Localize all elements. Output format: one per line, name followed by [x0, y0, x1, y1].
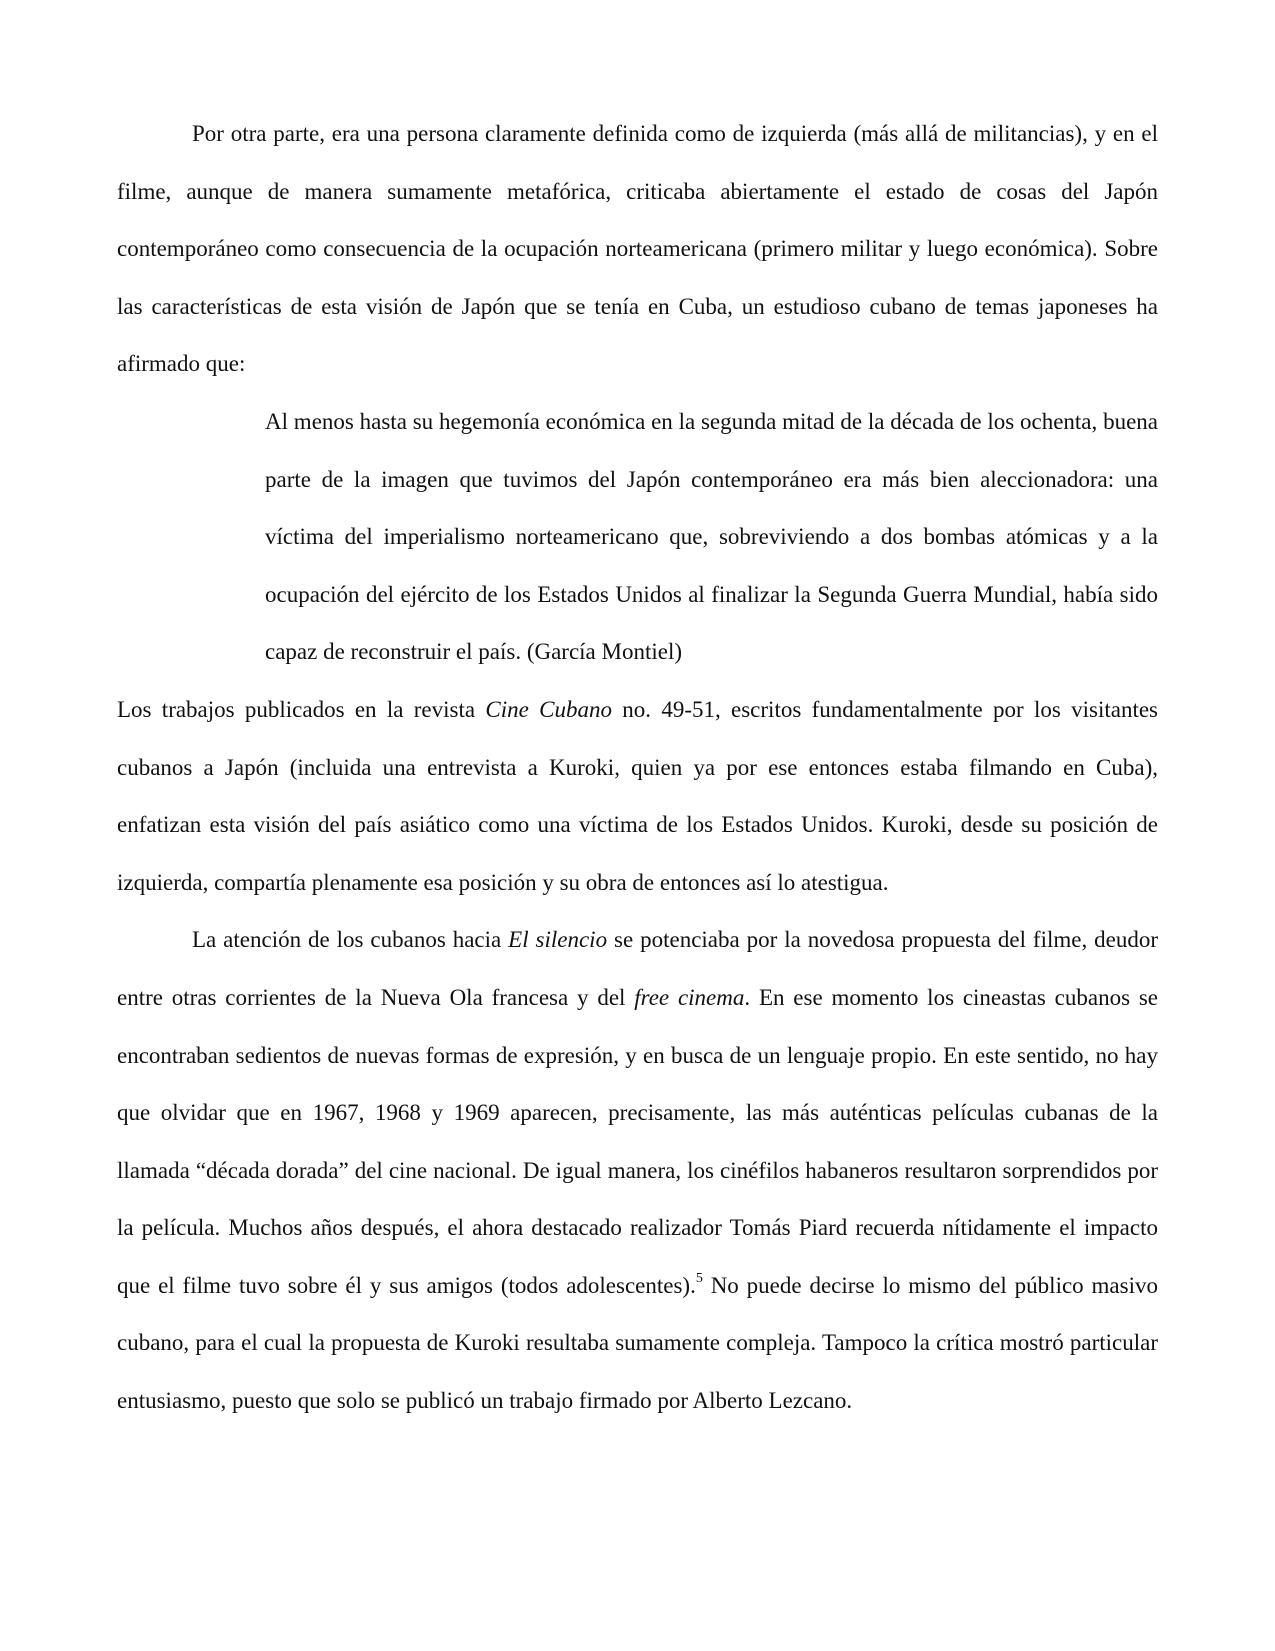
paragraph-2 — [117, 681, 1158, 911]
paragraph-3 — [117, 911, 1158, 1429]
document-page — [117, 105, 1158, 1430]
paragraph-1 — [117, 105, 1158, 393]
paragraph-3-text-b: se potenciaba por la novedosa propuesta del filme, deudor entre otras corrientes de la Nueva Ola francesa y del — [117, 927, 1158, 1010]
paragraph-3-text-d: No puede decirse lo mismo del público masivo cubano, para el cual la propuesta de Kuroki resultaba sumamente compleja. Tampoco la crítica mostró particular entusiasmo, puesto que solo se publicó un trabajo firmado por Alberto Lezcano. — [117, 1272, 1158, 1414]
journal-title: Cine Cubano — [485, 696, 612, 722]
footnote-reference[interactable]: 5 — [695, 1271, 703, 1287]
paragraph-2-text-a: Los trabajos publicados en la revista — [117, 696, 486, 722]
block-quote — [265, 393, 1158, 681]
paragraph-3-text-a: La atención de los cubanos hacia — [192, 927, 509, 953]
paragraph-2-text-b: no. 49-51, escritos fundamentalmente por los visitantes cubanos a Japón (incluida una entrevista a Kuroki, quien ya por ese entonces estaba filmando en Cuba), enfatizan esta visión del país asiático como una víctima de los Estados Unidos. Kuroki, desde su posición de izquierda, compartía plenamente esa posición y su obra de entonces así lo atestigua. — [117, 696, 1159, 895]
block-quote-text: Al menos hasta su hegemonía económica en la segunda mitad de la década de los ochenta, buena parte de la imagen que tuvimos del Japón contemporáneo era más bien aleccionadora: una víctima del imperialismo norteamericano que, sobreviviendo a dos bombas atómicas y a la ocupación del ejército de los Estados Unidos al finalizar la Segunda Guerra Mundial, había sido capaz de reconstruir el país. (García Montiel) — [265, 408, 1158, 665]
film-title: El silencio — [508, 927, 608, 953]
free-cinema-term: free cinema — [634, 984, 745, 1010]
paragraph-3-text-c: . En ese momento los cineastas cubanos se encontraban sedientos de nuevas formas de expresión, y en busca de un lenguaje propio. En este sentido, no hay que olvidar que en 1967, 1968 y 1969 aparecen, precisamente, las más auténticas películas cubanas de la llamada “década dorada” del cine nacional. De igual manera, los cinéfilos habaneros resultaron sorprendidos por la película. Muchos años después, el ahora destacado realizador Tomás Piard recuerda nítidamente el impacto que el filme tuvo sobre él y sus amigos (todos adolescentes). — [117, 984, 1158, 1298]
paragraph-1-text: Por otra parte, era una persona claramente definida como de izquierda (más allá de militancias), y en el filme, aunque de manera sumamente metafórica, criticaba abiertamente el estado de cosas del Japón contemporáneo como consecuencia de la ocupación norteamericana (primero militar y luego económica). Sobre las características de esta visión de Japón que se tenía en Cuba, un estudioso cubano de temas japoneses ha afirmado que: — [117, 121, 1158, 377]
